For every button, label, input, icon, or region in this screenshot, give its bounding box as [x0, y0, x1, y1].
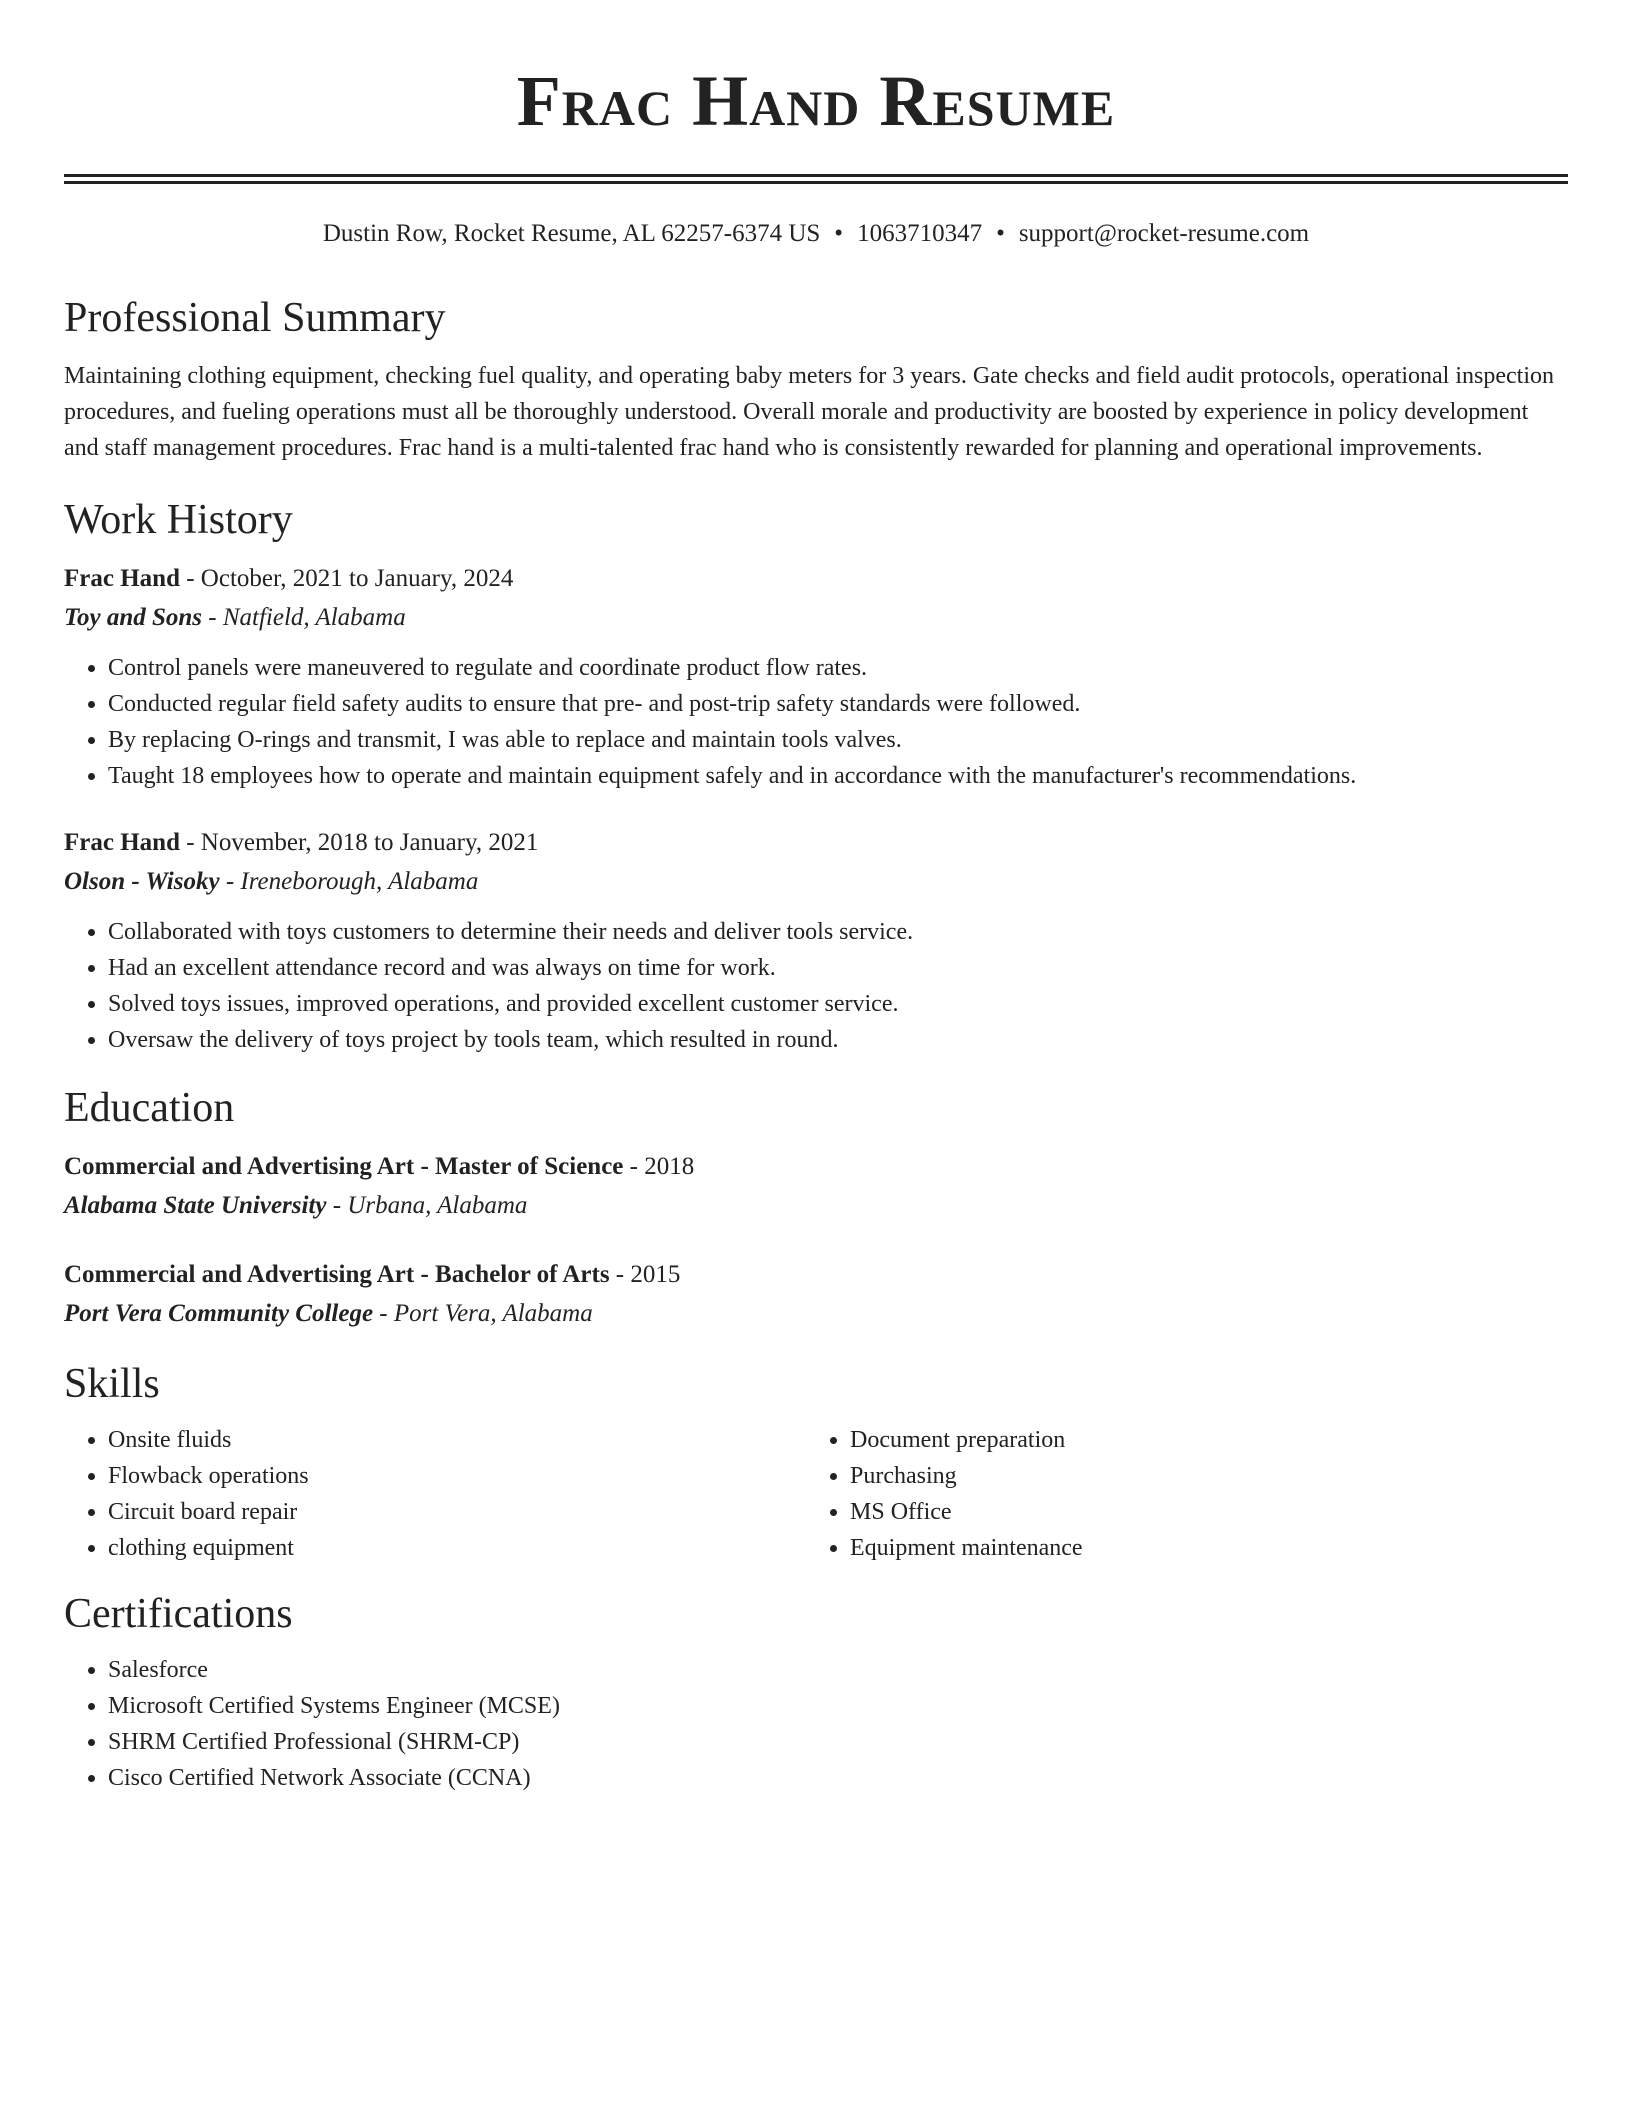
- education-degree: Commercial and Advertising Art - Master of Science: [64, 1153, 624, 1180]
- education-entry: [64, 1148, 1568, 1226]
- education-degree-line: [64, 1148, 1568, 1186]
- certification-item: • Salesforce: [108, 1652, 1568, 1688]
- skill-item: • Circuit board repair: [108, 1494, 806, 1530]
- education-year: - 2015: [609, 1261, 681, 1288]
- certifications-heading: Certifications: [64, 1591, 293, 1637]
- education-entry: [64, 1256, 1568, 1334]
- education-location: - Port Vera, Alabama: [373, 1300, 593, 1327]
- education-school: Alabama State University: [64, 1192, 327, 1219]
- job-bullet: • By replacing O-rings and transmit, I was able to replace and maintain tools valves.: [108, 722, 1568, 758]
- job-company: Olson - Wisoky: [64, 868, 220, 895]
- job-entry: [64, 824, 1568, 1058]
- title-double-rule: [64, 174, 1568, 184]
- education-school-line: [64, 1294, 1568, 1334]
- skill-item: • clothing equipment: [108, 1530, 806, 1566]
- contact-line: [64, 218, 1568, 250]
- skills-column-right: [806, 1422, 1548, 1566]
- skill-item: • Equipment maintenance: [850, 1530, 1548, 1566]
- summary-heading: Professional Summary: [64, 295, 446, 341]
- skill-item: • Flowback operations: [108, 1458, 806, 1494]
- summary-text: Maintaining clothing equipment, checking fuel quality, and operating baby meters for 3 years. Gate checks and field audit protocols, operational inspection procedures, and fueling operations must all be thoroughly understood. Overall morale and productivity are boosted by experience in policy development and staff management procedures. Frac hand is a multi-talented frac hand who is consistently rewarded for planning and operational improvements.: [64, 363, 1554, 461]
- education-year: - 2018: [623, 1153, 695, 1180]
- contact-separator: •: [996, 220, 1005, 247]
- job-company: Toy and Sons: [64, 604, 203, 631]
- job-bullet: • Solved toys issues, improved operations, and provided excellent customer service.: [108, 986, 1568, 1022]
- job-bullets: [64, 914, 1568, 1058]
- certification-item: • Cisco Certified Network Associate (CCNA): [108, 1760, 1568, 1796]
- contact-separator: •: [834, 220, 844, 247]
- job-company-line: [64, 598, 1568, 638]
- job-bullets: [64, 650, 1568, 794]
- certification-item: • SHRM Certified Professional (SHRM-CP): [108, 1724, 1568, 1760]
- skill-item: • Document preparation: [850, 1422, 1548, 1458]
- certifications-list: [64, 1652, 1568, 1796]
- job-bullet: • Conducted regular field safety audits to ensure that pre- and post-trip safety standards were followed.: [108, 686, 1568, 722]
- job-entry: [64, 560, 1568, 794]
- skill-item: • MS Office: [850, 1494, 1548, 1530]
- job-location: - Ireneborough, Alabama: [219, 868, 479, 895]
- job-dates: - November, 2018 to January, 2021: [179, 829, 539, 856]
- job-location: - Natfield, Alabama: [202, 604, 406, 631]
- education-location: - Urbana, Alabama: [326, 1192, 528, 1219]
- job-role: Frac Hand: [64, 565, 180, 592]
- job-title-line: [64, 560, 1568, 598]
- job-bullet: • Taught 18 employees how to operate and maintain equipment safely and in accordance with the manufacturer's recommendations.: [108, 758, 1568, 794]
- contact-phone: 1063710347: [857, 220, 983, 247]
- work-history-heading: Work History: [64, 497, 293, 543]
- contact-email: support@rocket-resume.com: [1018, 220, 1310, 247]
- education-school-line: [64, 1186, 1568, 1226]
- page-title: Frac Hand Resume: [516, 61, 1116, 141]
- job-title-line: [64, 824, 1568, 862]
- skill-item: • Purchasing: [850, 1458, 1548, 1494]
- skill-item: • Onsite fluids: [108, 1422, 806, 1458]
- job-dates: - October, 2021 to January, 2024: [179, 565, 514, 592]
- certification-item: • Microsoft Certified Systems Engineer (MCSE): [108, 1688, 1568, 1724]
- job-bullet: • Control panels were maneuvered to regulate and coordinate product flow rates.: [108, 650, 1568, 686]
- job-company-line: [64, 862, 1568, 902]
- job-bullet: • Collaborated with toys customers to determine their needs and deliver tools service.: [108, 914, 1568, 950]
- skills-heading: Skills: [64, 1361, 160, 1407]
- skills-column-left: [64, 1422, 806, 1566]
- education-school: Port Vera Community College: [64, 1300, 374, 1327]
- education-degree-line: [64, 1256, 1568, 1294]
- contact-address: Dustin Row, Rocket Resume, AL 62257-6374 US: [322, 220, 821, 247]
- skills-grid: [64, 1422, 1568, 1566]
- education-degree: Commercial and Advertising Art - Bachelor of Arts: [64, 1261, 610, 1288]
- education-heading: Education: [64, 1085, 235, 1131]
- job-bullet: • Had an excellent attendance record and was always on time for work.: [108, 950, 1568, 986]
- job-role: Frac Hand: [64, 829, 180, 856]
- job-bullet: • Oversaw the delivery of toys project by tools team, which resulted in round.: [108, 1022, 1568, 1058]
